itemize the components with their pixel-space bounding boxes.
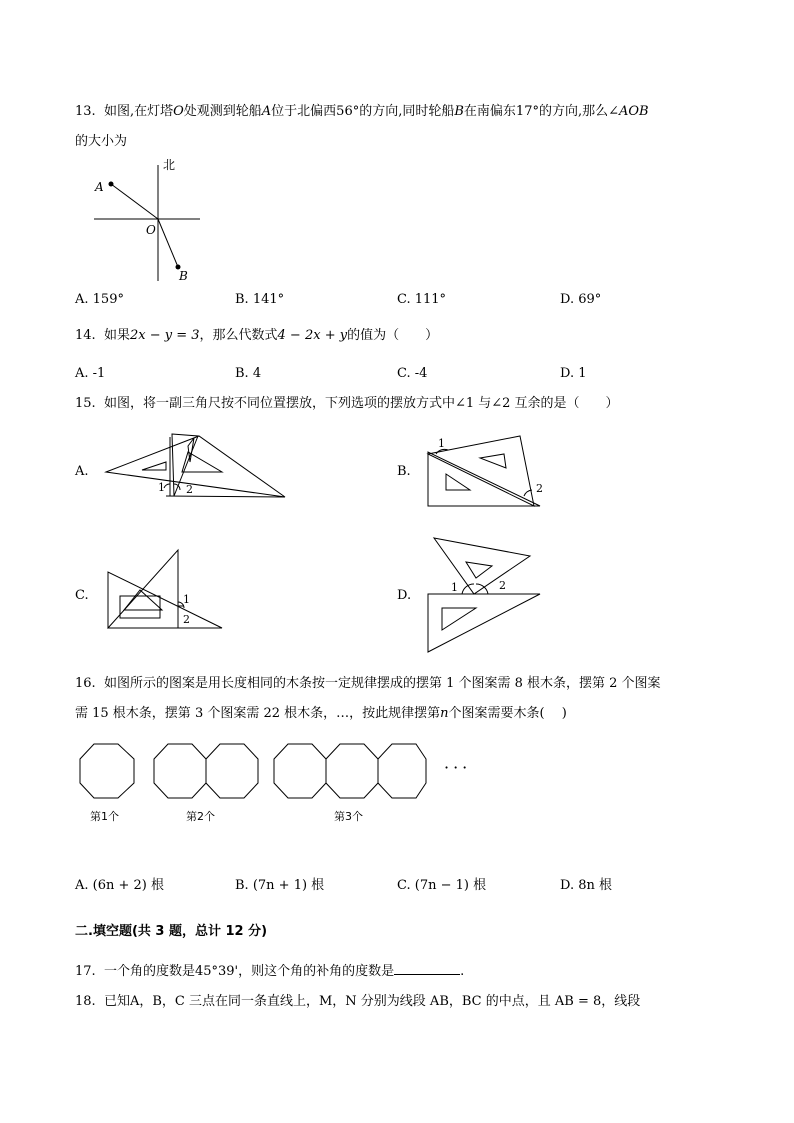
- q13-fig-O: O: [146, 223, 156, 237]
- q13-line1: 13. 如图,在灯塔O处观测到轮船A位于北偏西56°的方向,同时轮船B在南偏东17°的方向,那么∠AOB: [75, 104, 649, 119]
- q16-caption-3: 第3个: [334, 810, 363, 823]
- q18-stem: 18. 已知A，B，C 三点在同一条直线上，M，N 分别为线段 AB，BC 的中点，且 AB = 8，线段: [75, 994, 641, 1009]
- q14-option-b: B. 4: [235, 366, 262, 381]
- q16-option-d: D. 8n 根: [560, 878, 613, 893]
- q13-option-a: A. 159°: [75, 292, 124, 307]
- q16-option-b: B. (7n + 1) 根: [235, 878, 325, 893]
- q16-option-a: A. (6n + 2) 根: [75, 878, 165, 893]
- q16-line1: 16. 如图所示的图案是用长度相同的木条按一定规律摆成的摆第 1 个图案需 8 根木条，摆第 2 个图案: [75, 676, 661, 691]
- q15-d-angle2: 2: [499, 579, 506, 592]
- q15-label-a: A.: [75, 464, 89, 479]
- q15-figure-a: [104, 432, 289, 502]
- q13-option-d: D. 69°: [560, 292, 602, 307]
- q14-option-a: A. -1: [75, 366, 106, 381]
- q13-fig-north: 北: [163, 158, 176, 172]
- q13-fig-B: B: [179, 269, 188, 283]
- q15-a-angle1: 1: [158, 481, 165, 494]
- q13-option-b: B. 141°: [235, 292, 285, 307]
- q16-option-c: C. (7n − 1) 根: [397, 878, 487, 893]
- q15-c-angle1: 1: [183, 593, 190, 606]
- q15-d-angle1: 1: [451, 581, 458, 594]
- q16-caption-2: 第2个: [186, 810, 215, 823]
- q17-stem: 17. 一个角的度数是45°39'，则这个角的补角的度数是 .: [75, 964, 465, 979]
- q15-label-b: B.: [397, 464, 411, 479]
- q13-fig-A: A: [95, 180, 104, 194]
- q15-label-c: C.: [75, 588, 89, 603]
- q14-option-c: C. -4: [397, 366, 428, 381]
- q13-line2: 的大小为: [75, 134, 128, 149]
- q13-option-c: C. 111°: [397, 292, 447, 307]
- q13-compass-figure: [88, 155, 208, 285]
- q15-b-angle2: 2: [536, 482, 543, 495]
- q15-a-angle2: 2: [186, 483, 193, 496]
- q15-stem: 15. 如图，将一副三角尺按不同位置摆放，下列选项的摆放方式中∠1 与∠2 互余的是（ ）: [75, 396, 619, 411]
- section2-title: 二.填空题(共 3 题，总计 12 分): [75, 924, 268, 939]
- q15-c-angle2: 2: [183, 613, 190, 626]
- q15-b-angle1: 1: [438, 437, 445, 450]
- q16-line2: 需 15 根木条，摆第 3 个图案需 22 根木条，…，按此规律摆第n个图案需要木条( ): [75, 706, 567, 721]
- q15-label-d: D.: [397, 588, 412, 603]
- q16-octagon-pattern: [78, 742, 428, 800]
- q17-answer-blank: [394, 962, 460, 975]
- q15-figure-d: [424, 536, 546, 654]
- q14-stem: 14. 如果2x − y = 3，那么代数式4 − 2x + y的值为（ ）: [75, 328, 439, 343]
- q15-figure-c: [104, 546, 226, 632]
- q14-option-d: D. 1: [560, 366, 587, 381]
- q16-ellipsis: ···: [444, 758, 472, 777]
- q16-caption-1: 第1个: [90, 810, 119, 823]
